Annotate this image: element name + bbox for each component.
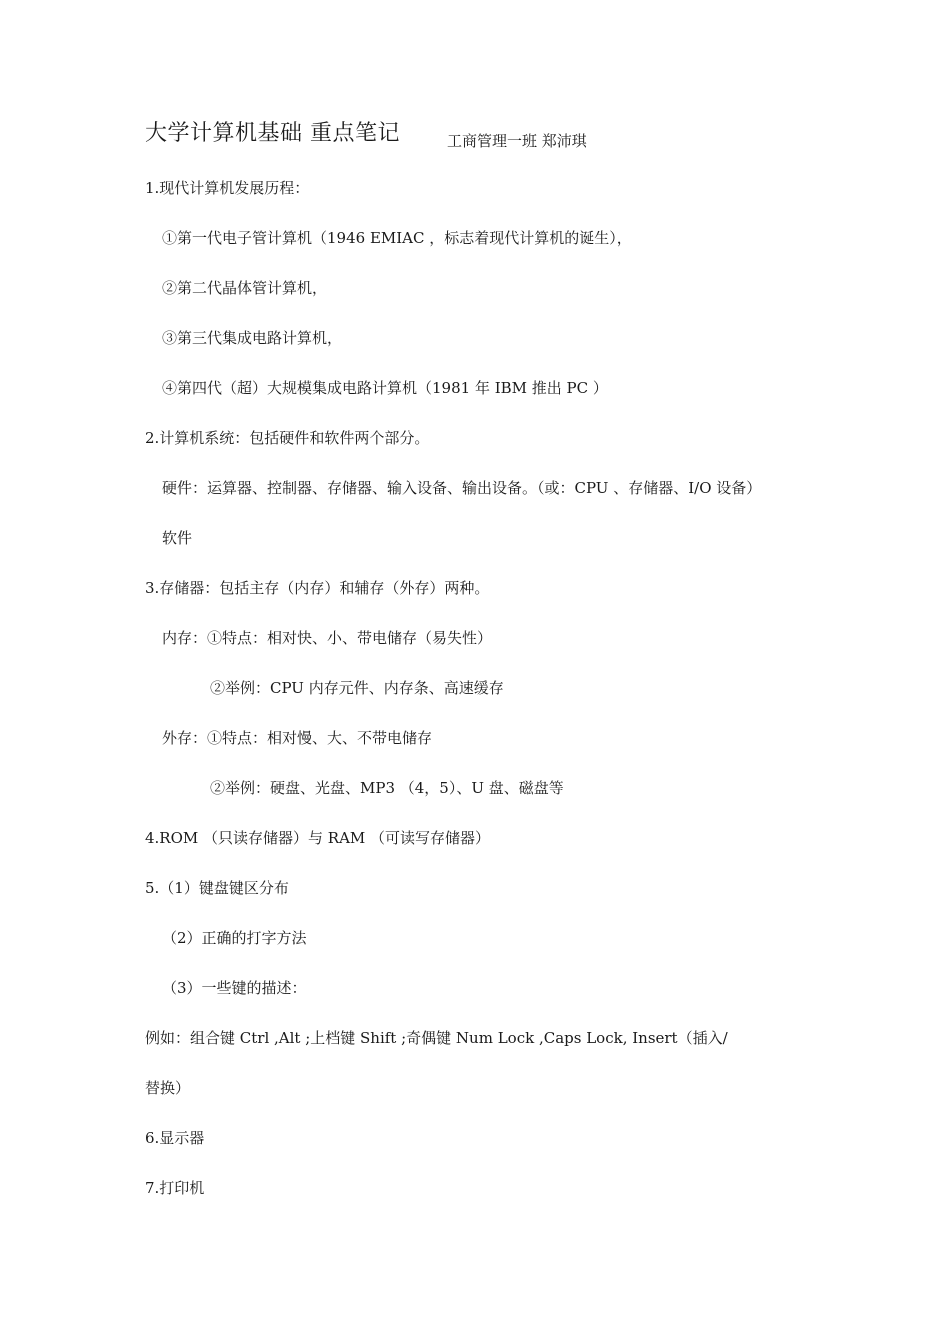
text-line: 硬件：运算器、控制器、存储器、输入设备、输出设备。（或：CPU 、存储器、I/O 设备）: [162, 479, 762, 497]
section-heading-2: 2.计算机系统：包括硬件和软件两个部分。: [145, 429, 430, 447]
section-heading-4: 4.ROM （只读存储器）与 RAM （可读写存储器）: [145, 829, 491, 847]
list-item: ①第一代电子管计算机（1946 EMIAC ，标志着现代计算机的诞生），: [162, 229, 632, 247]
document-title: 大学计算机基础 重点笔记: [145, 121, 400, 146]
text-line: 软件: [162, 529, 193, 547]
document-author: 工商管理一班 郑沛琪: [447, 132, 587, 150]
text-line: 外存：①特点：相对慢、大、不带电储存: [162, 729, 433, 747]
section-heading-6: 6.显示器: [145, 1129, 205, 1147]
list-item: ②第二代晶体管计算机，: [162, 279, 328, 297]
section-heading-7: 7.打印机: [145, 1179, 205, 1197]
list-item: （3）一些键的描述：: [162, 979, 307, 997]
section-heading-5: 5.（1）键盘键区分布: [145, 879, 289, 897]
text-line: 内存：①特点：相对快、小、带电储存（易失性）: [162, 629, 493, 647]
text-line: 替换）: [145, 1079, 191, 1097]
list-item: ③第三代集成电路计算机，: [162, 329, 343, 347]
text-line: ②举例：CPU 内存元件、内存条、高速缓存: [210, 679, 504, 697]
list-item: （2）正确的打字方法: [162, 929, 307, 947]
list-item: ④第四代（超）大规模集成电路计算机（1981 年 IBM 推出 PC ）: [162, 379, 608, 397]
section-heading-3: 3.存储器：包括主存（内存）和辅存（外存）两种。: [145, 579, 490, 597]
text-line: ②举例：硬盘、光盘、MP3 （4，5）、U 盘、磁盘等: [210, 779, 564, 797]
section-heading-1: 1.现代计算机发展历程：: [145, 179, 310, 197]
text-line: 例如：组合键 Ctrl ,Alt ;上档键 Shift ;奇偶键 Num Lock ,Caps Lock, Insert（插入/: [145, 1029, 728, 1047]
